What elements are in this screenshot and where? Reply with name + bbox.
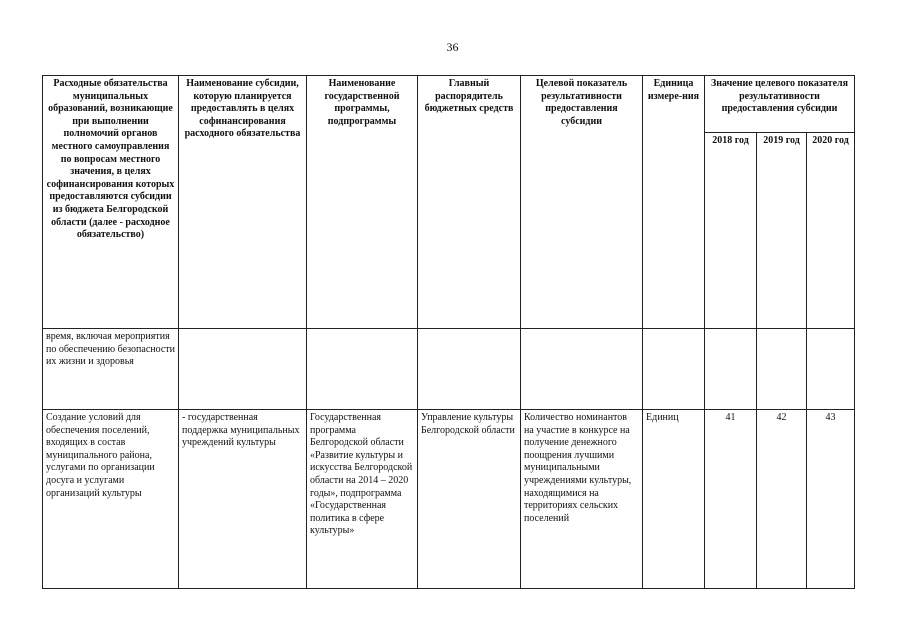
row1-indicator — [521, 329, 643, 410]
header-values-group: Значение целевого показателя результативности предоставления субсидии — [705, 76, 855, 133]
header-year-2018: 2018 год — [705, 133, 757, 329]
subsidy-table — [42, 75, 855, 589]
header-obligations: Расходные обязательства муниципальных образований, возникающие при выполнении полномочий органов местного самоуправления по вопросам местного значения, в целях софинансирования которых предоставляются субсидии из бюджета Белгородской области (далее - расходное обязательство) — [43, 76, 179, 329]
header-indicator: Целевой показатель результативности предоставления субсидии — [521, 76, 643, 329]
row2-value-2018: 41 — [705, 410, 757, 589]
header-year-2019: 2019 год — [757, 133, 807, 329]
row1-value-2020 — [807, 329, 855, 410]
row2-indicator: Количество номинантов на участие в конкурсе на получение денежного поощрения лучшими муниципальными учреждениями культуры, находящимися на территориях сельских поселений — [521, 410, 643, 589]
row1-value-2019 — [757, 329, 807, 410]
row2-program: Государственная программа Белгородской области «Развитие культуры и искусства Белгородской области на 2014 – 2020 годы», подпрограмма «Государственная политика в сфере культуры» — [307, 410, 418, 589]
row1-subsidy-name — [179, 329, 307, 410]
row1-program — [307, 329, 418, 410]
header-program: Наименование государственной программы, подпрограммы — [307, 76, 418, 329]
page-number: 36 — [446, 40, 459, 54]
row2-value-2020: 43 — [807, 410, 855, 589]
table-row — [43, 410, 855, 589]
row1-manager — [418, 329, 521, 410]
header-manager: Главный распорядитель бюджетных средств — [418, 76, 521, 329]
row2-value-2019: 42 — [757, 410, 807, 589]
row1-unit — [643, 329, 705, 410]
header-subsidy-name: Наименование субсидии, которую планируется предоставлять в целях софинансирования расходного обязательства — [179, 76, 307, 329]
table-row — [43, 329, 855, 410]
row2-unit: Единиц — [643, 410, 705, 589]
header-unit: Единица измере-ния — [643, 76, 705, 329]
header-year-2020: 2020 год — [807, 133, 855, 329]
row1-value-2018 — [705, 329, 757, 410]
header-row-top — [43, 76, 855, 133]
row2-manager: Управление культуры Белгородской области — [418, 410, 521, 589]
row2-obligations: Создание условий для обеспечения поселений, входящих в состав муниципального района, услугами по организации досуга и услугами организаций культуры — [43, 410, 179, 589]
row2-subsidy-name: - государственная поддержка муниципальных учреждений культуры — [179, 410, 307, 589]
row1-obligations: время, включая мероприятия по обеспечению безопасности их жизни и здоровья — [43, 329, 179, 410]
